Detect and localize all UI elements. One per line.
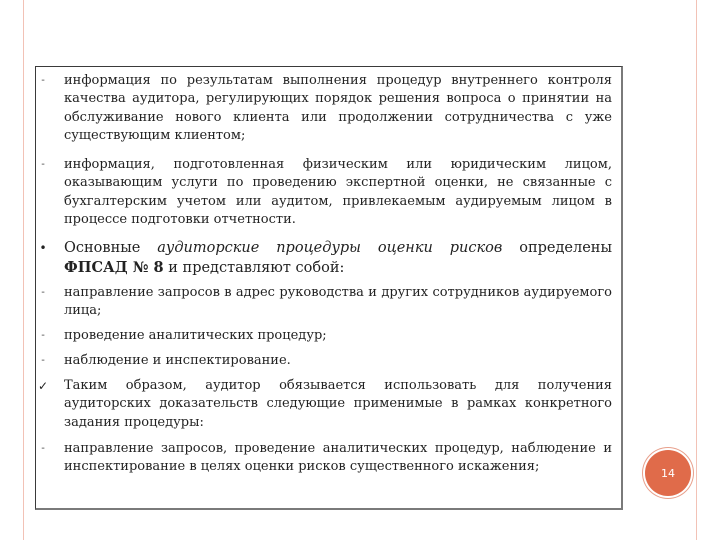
- list-item-text: Таким образом, аудитор обязывается использовать для получения аудиторских доказательств следующие применимые в рамках конкретного задания процедуры:: [64, 378, 612, 430]
- standard-reference: ФПСАД № 8: [64, 259, 164, 276]
- dash-bullet: -: [41, 355, 45, 366]
- list-item-text: Основные аудиторские процедуры оценки рисков определены ФПСАД № 8 и представляют собой:: [64, 240, 612, 276]
- emphasis-text: аудиторские процедуры оценки рисков: [157, 240, 503, 256]
- dash-bullet: -: [41, 443, 45, 454]
- list-item-text: проведение аналитических процедур;: [64, 328, 327, 343]
- dash-bullet: -: [41, 159, 45, 170]
- round-bullet: •: [39, 241, 47, 255]
- list-item-text: направление запросов, проведение аналитических процедур, наблюдение и инспектирование в целях оценки рисков существенного искажения;: [64, 441, 612, 475]
- right-margin-rule: [696, 0, 697, 540]
- dash-bullet: -: [41, 287, 45, 298]
- list-item-text: наблюдение и инспектирование.: [64, 353, 291, 368]
- list-item-text: направление запросов в адрес руководства и других сотрудников аудируемого лица;: [64, 285, 612, 319]
- check-mark-icon: ✓: [37, 379, 49, 393]
- page-number-badge: 14: [645, 450, 691, 496]
- list-item-text: информация по результатам выполнения процедур внутреннего контроля качества аудитора, регулирующих порядок решения вопроса о принятии на обслуживание нового клиента или продолжении сотрудничества с уже существующим клиентом;: [64, 73, 612, 143]
- list-item-text: информация, подготовленная физическим или юридическим лицом, оказывающим услуги по проведению экспертной оценки, не связанные с бухгалтерским учетом или аудитом, привлекаемым аудируемым лицом в процессе подготовки отчетности.: [64, 157, 612, 227]
- left-margin-rule: [23, 0, 24, 540]
- dash-bullet: -: [41, 330, 45, 341]
- dash-bullet: -: [41, 75, 45, 86]
- slide-text-box: [35, 66, 623, 510]
